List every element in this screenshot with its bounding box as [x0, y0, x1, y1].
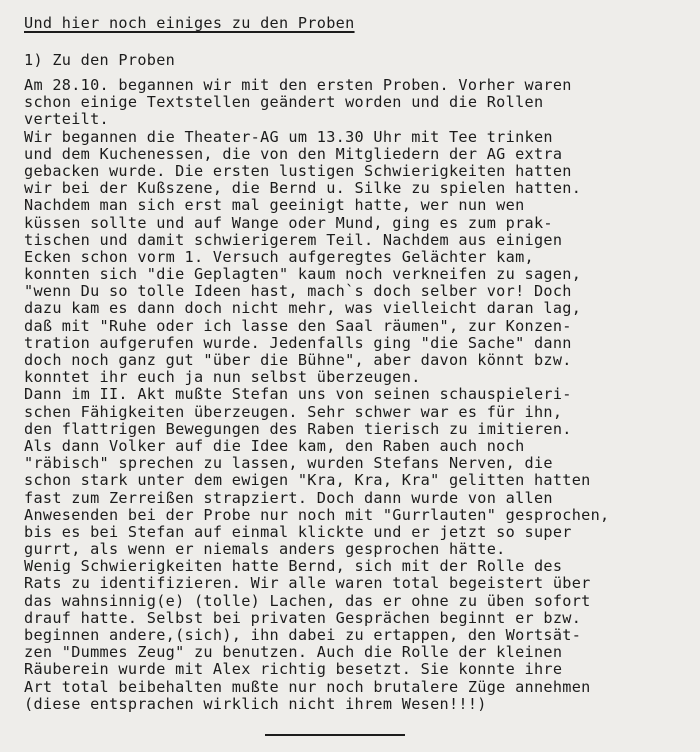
- text-line: tration aufgerufen wurde. Jedenfalls ging "die Sache" dann: [24, 333, 572, 352]
- text-line: verteilt.: [24, 110, 109, 129]
- text-line: küssen sollte und auf Wange oder Mund, ging es zum prak-: [24, 213, 553, 232]
- text-line: tischen und damit schwierigerem Teil. Nachdem aus einigen: [24, 230, 563, 249]
- text-line: (diese entsprachen wirklich nicht ihrem Wesen!!!): [24, 694, 487, 713]
- text-line: Rats zu identifizieren. Wir alle waren total begeistert über: [24, 574, 591, 593]
- text-line: beginnen andere,(sich), ihn dabei zu ertappen, den Wortsät-: [24, 626, 582, 644]
- text-line: Am 28.10. begannen wir mit den ersten Proben. Vorher waren: [24, 76, 572, 94]
- closing-rule: [265, 734, 405, 736]
- page-heading: Und hier noch einiges zu den Proben: [24, 14, 355, 32]
- text-line: wir bei der Kußszene, die Bernd u. Silke zu spielen hatten.: [24, 179, 582, 198]
- text-line: zen "Dummes Zeug" zu benutzen. Auch die Rolle der kleinen: [24, 643, 563, 662]
- text-line: schon einige Textstellen geändert worden und die Rollen: [24, 93, 544, 112]
- text-line: Räuberein wurde mit Alex richtig besetzt. Sie konnte ihre: [24, 660, 563, 679]
- text-line: Ecken schon vorm 1. Versuch aufgeregtes Gelächter kam,: [24, 247, 534, 266]
- text-line: Anwesenden bei der Probe nur noch mit "Gurrlauten" gesprochen,: [24, 505, 610, 524]
- text-line: Nachdem man sich erst mal geeinigt hatte, wer nun wen: [24, 196, 525, 215]
- text-line: das wahnsinnig(e) (tolle) Lachen, das er ohne zu üben sofort: [24, 591, 591, 610]
- text-line: "räbisch" sprechen zu lassen, wurden Stefans Nerven, die: [24, 454, 553, 473]
- text-line: doch noch ganz gut "über die Bühne", aber davon könnt bzw.: [24, 351, 572, 369]
- text-line: konnten sich "die Geplagten" kaum noch verkneifen zu sagen,: [24, 265, 582, 284]
- text-line: dazu kam es dann doch nicht mehr, was vielleicht daran lag,: [24, 299, 582, 318]
- text-line: Wir begannen die Theater-AG um 13.30 Uhr mit Tee trinken: [24, 127, 553, 146]
- text-line: Art total beibehalten mußte nur noch brutalere Züge annehmen: [24, 677, 591, 696]
- body-text: [24, 77, 694, 713]
- text-line: gebacken wurde. Die ersten lustigen Schwierigkeiten hatten: [24, 161, 572, 180]
- section-title: 1) Zu den Proben: [24, 51, 176, 69]
- text-line: Dann im II. Akt mußte Stefan uns von seinen schauspieleri-: [24, 385, 572, 404]
- text-line: fast zum Zerreißen strapziert. Doch dann wurde von allen: [24, 488, 553, 507]
- text-line: schen Fähigkeiten überzeugen. Sehr schwer war es für ihn,: [24, 402, 563, 421]
- text-line: und dem Kuchenessen, die von den Mitgliedern der AG extra: [24, 144, 563, 163]
- text-line: "wenn Du so tolle Ideen hast, mach`s doch selber vor! Doch: [24, 282, 572, 301]
- text-line: den flattrigen Bewegungen des Raben tierisch zu imitieren.: [24, 419, 572, 438]
- text-line: daß mit "Ruhe oder ich lasse den Saal räumen", zur Konzen-: [24, 316, 572, 335]
- text-line: gurrt, als wenn er niemals anders gesprochen hätte.: [24, 540, 506, 559]
- text-line: drauf hatte. Selbst bei privaten Gesprächen beginnt er bzw.: [24, 608, 582, 627]
- text-line: schon stark unter dem ewigen "Kra, Kra, Kra" gelitten hatten: [24, 471, 591, 490]
- text-line: Als dann Volker auf die Idee kam, den Raben auch noch: [24, 436, 525, 455]
- text-line: Wenig Schwierigkeiten hatte Bernd, sich mit der Rolle des: [24, 557, 563, 576]
- text-line: konntet ihr euch ja nun selbst überzeugen.: [24, 368, 421, 387]
- text-line: bis es bei Stefan auf einmal klickte und er jetzt so super: [24, 522, 572, 541]
